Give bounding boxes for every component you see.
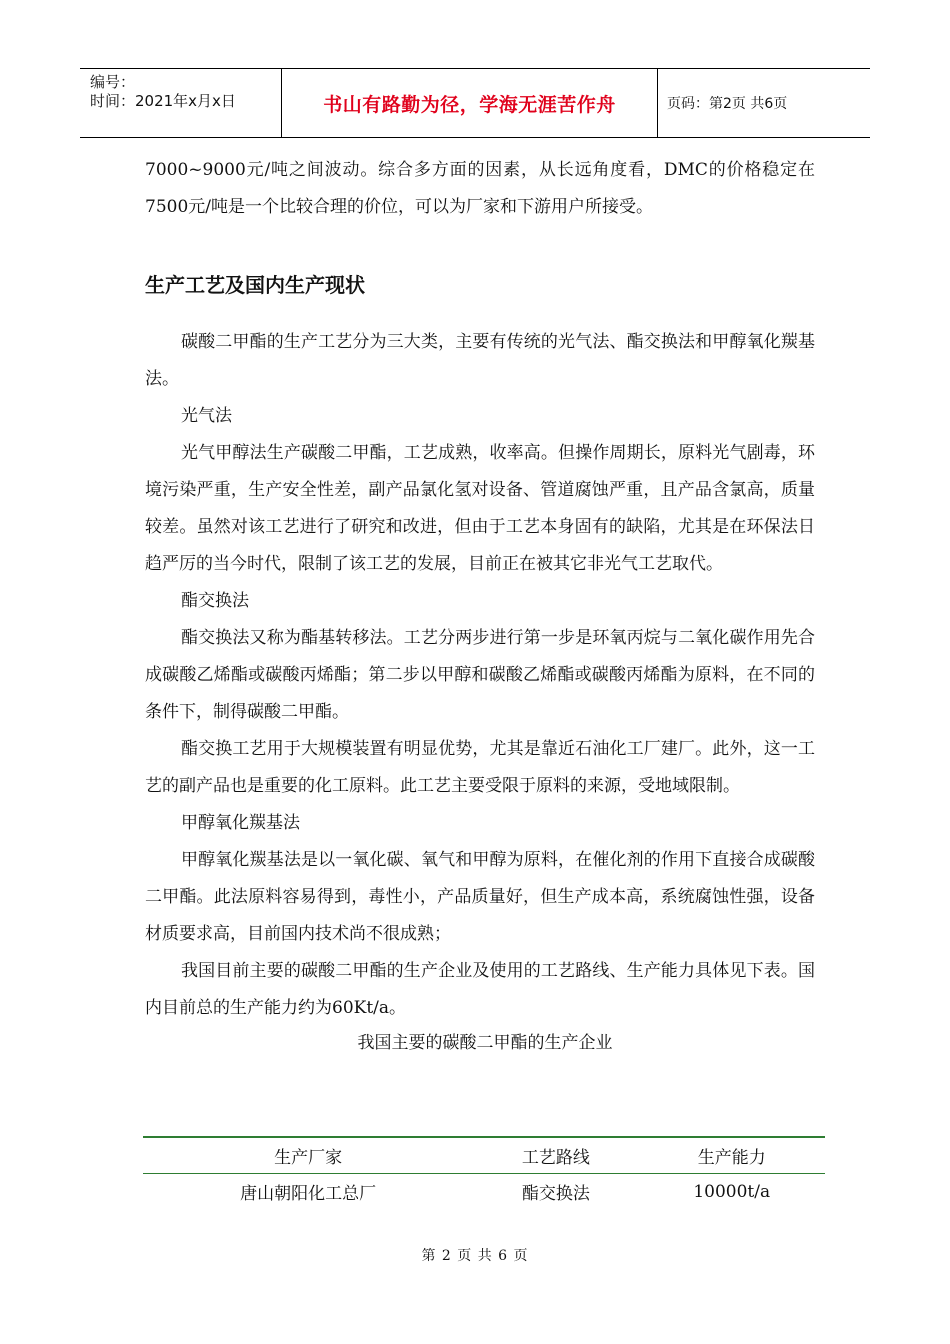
section-title: 生产工艺及国内生产现状 (145, 273, 365, 297)
table-cell-producer: 唐山朝阳化工总厂 (240, 1184, 377, 1204)
document-body (145, 152, 815, 1059)
phosgene-heading: 光气法 (181, 406, 232, 426)
document-number-label: 编号： (90, 73, 136, 91)
table-row (143, 1174, 825, 1210)
page-footer: 第 2 页 共 6 页 (421, 1248, 529, 1264)
column-header-capacity: 生产能力 (697, 1148, 766, 1168)
producer-table (143, 1136, 825, 1209)
overview-paragraph: 碳酸二甲酯的生产工艺分为三大类，主要有传统的光气法、酯交换法和甲醇氧化羰基法。 (145, 332, 815, 389)
transesterification-heading: 酯交换法 (181, 591, 249, 611)
oxycarbonylation-heading: 甲醇氧化羰基法 (181, 813, 300, 833)
oxycarbonylation-paragraph: 甲醇氧化羰基法是以一氧化碳、氧气和甲醇为原料，在催化剂的作用下直接合成碳酸二甲酯。此法原料容易得到，毒性小，产品质量好，但生产成本高，系统腐蚀性强，设备材质要求高，目前国内技术尚不很成熟； (145, 850, 815, 944)
header-meta (80, 69, 282, 137)
column-header-process: 工艺路线 (521, 1148, 590, 1168)
intro-paragraph: 7000~9000元/吨之间波动。综合多方面的因素，从长远角度看，DMC的价格稳定在7500元/吨是一个比较合理的价位，可以为厂家和下游用户所接受。 (145, 160, 815, 217)
document-time-label: 时间：2021年x月x日 (90, 92, 236, 110)
column-header-producer: 生产厂家 (274, 1148, 343, 1168)
transesterification-paragraph-1: 酯交换法又称为酯基转移法。工艺分两步进行第一步是环氧丙烷与二氧化碳作用先合成碳酸乙烯酯或碳酸丙烯酯；第二步以甲醇和碳酸乙烯酯或碳酸丙烯酯为原料，在不同的条件下，制得碳酸二甲酯。 (145, 628, 815, 722)
table-caption: 我国主要的碳酸二甲酯的生产企业 (357, 1033, 613, 1053)
table-header-row (143, 1137, 825, 1174)
header-motto: 书山有路勤为径，学海无涯苦作舟 (282, 69, 658, 137)
header-page-code: 页码：第2页 共6页 (667, 96, 788, 112)
page-header (80, 68, 870, 138)
table-cell-capacity: 10000t/a (693, 1181, 771, 1202)
table-cell-process: 酯交换法 (521, 1184, 590, 1204)
producer-table-wrap (143, 1136, 825, 1209)
capacity-paragraph: 我国目前主要的碳酸二甲酯的生产企业及使用的工艺路线、生产能力具体见下表。国内目前总的生产能力约为60Kt/a。 (145, 961, 815, 1018)
transesterification-paragraph-2: 酯交换工艺用于大规模装置有明显优势，尤其是靠近石油化工厂建厂。此外，这一工艺的副产品也是重要的化工原料。此工艺主要受限于原料的来源，受地域限制。 (145, 739, 815, 796)
phosgene-paragraph: 光气甲醇法生产碳酸二甲酯，工艺成熟，收率高。但操作周期长，原料光气剧毒，环境污染严重，生产安全性差，副产品氯化氢对设备、管道腐蚀严重，且产品含氯高，质量较差。虽然对该工艺进行了研究和改进，但由于工艺本身固有的缺陷，尤其是在环保法日趋严厉的当今时代，限制了该工艺的发展，目前正在被其它非光气工艺取代。 (145, 443, 815, 574)
